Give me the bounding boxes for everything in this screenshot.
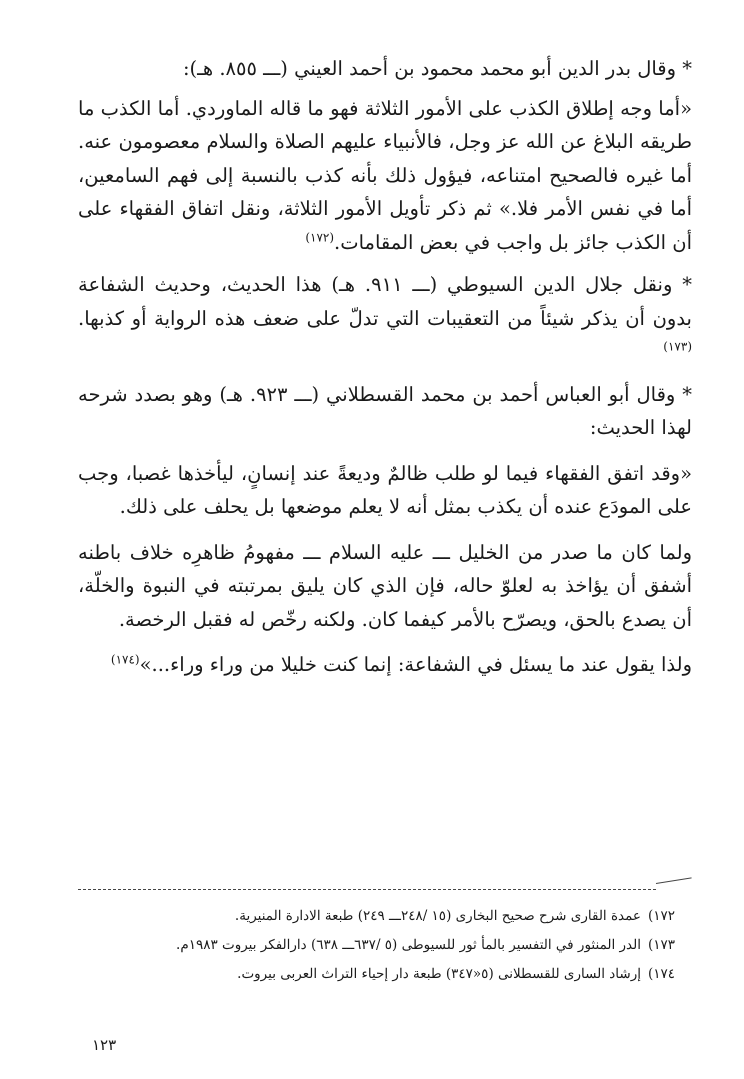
paragraph-text: * ونقل جلال الدين السيوطي (ـــ ٩١١. هـ) هذا الحديث، وحديث الشفاعة بدون أن يذكر شيئاً من التعقيبات التي تدلّ على ضعف هذه الرواية أو كذبها. (78, 273, 693, 330)
paragraph-text: ولذا يقول عند ما يسئل في الشفاعة: إنما كنت خليلا من وراء وراء...» (139, 653, 692, 676)
footnote-text: الدر المنثور في التفسير بالمأ ثور للسيوطى (٥ /٦٣٧ـــ ٦٣٨) دارالفكر بيروت ١٩٨٣م. (176, 937, 641, 953)
paragraph-text: * وقال أبو العباس أحمد بن محمد القسطلاني (ـــ ٩٢٣. هـ) وهو بصدد شرحه لهذا الحديث: (78, 382, 693, 439)
footnote-number: ١٧٤) (647, 966, 675, 982)
footnote-ref: (١٧٢) (305, 230, 335, 244)
paragraph-text: * وقال بدر الدين أبو محمد محمود بن أحمد العيني (ـــ ٨٥٥. هـ): (182, 57, 692, 80)
footnote-divider-tail (656, 877, 692, 884)
paragraph-text: ولما كان ما صدر من الخليل ـــ عليه السلام ـــ مفهومُ ظاهرِه خلاف باطنه أشفق أن يؤاخذ به لعلوّ حاله، فإن الذي كان يليق بمرتبته في النبوة والخلّة، أن يصدع بالحق، ويصرّح بالأمر كيفما كان. ولكنه رخّص له فقبل الرخصة. (78, 540, 692, 631)
footnote-number: ١٧٣) (647, 937, 675, 953)
footnote-174 (100, 960, 675, 989)
paragraph-shafaa (78, 648, 692, 682)
footnote-172 (100, 902, 675, 931)
footnotes (100, 902, 675, 989)
paragraph-khalil (78, 536, 692, 637)
footnote-ref: (١٧٣) (663, 339, 692, 354)
footnote-173 (100, 931, 675, 960)
paragraph-suyuti (78, 268, 692, 369)
main-text (78, 52, 692, 691)
page-number: ١٢٣ (92, 1036, 117, 1054)
paragraph-text: «أما وجه إطلاق الكذب على الأمور الثلاثة فهو ما قاله الماوردي. أما الكذب ما طريقه البلاغ عن الله عز وجل، فالأنبياء عليهم الصلاة والسلام معصومون عنه. أما غيره فالصحيح امتناعه، فيؤول ذلك بأنه كذب بالنسبة إلى فهم السامعين، أما في نفس الأمر فلا.» ثم ذكر تأويل الأمور الثلاثة، ونقل اتفاق الفقهاء على أن الكذب جائز بل واجب في بعض المقامات. (78, 96, 692, 254)
footnote-text: إرشاد السارى للقسطلانى (٥«٣٤٧) طبعة دار إحياء التراث العربى بيروت. (237, 966, 641, 982)
paragraph-aini-quote (78, 92, 692, 260)
paragraph-qastallani-intro (78, 378, 692, 445)
footnote-divider (78, 889, 656, 890)
footnote-text: عمدة القارى شرح صحيح البخارى (١٥ /٢٤٨ـــ ٢٤٩) طبعة الادارة المنيرية. (234, 908, 641, 924)
paragraph-aini-intro (78, 52, 692, 86)
footnote-number: ١٧٢) (647, 908, 675, 924)
paragraph-qastallani-quote (78, 457, 692, 524)
paragraph-text: «وقد اتفق الفقهاء فيما لو طلب ظالمٌ وديعةً عند إنسانٍ، ليأخذها غصبا، وجب على المودَع عنده أن يكذب بمثل أنه لا يعلم موضعها بل يحلف على ذلك. (78, 461, 692, 518)
footnote-ref: (١٧٤) (110, 652, 140, 667)
